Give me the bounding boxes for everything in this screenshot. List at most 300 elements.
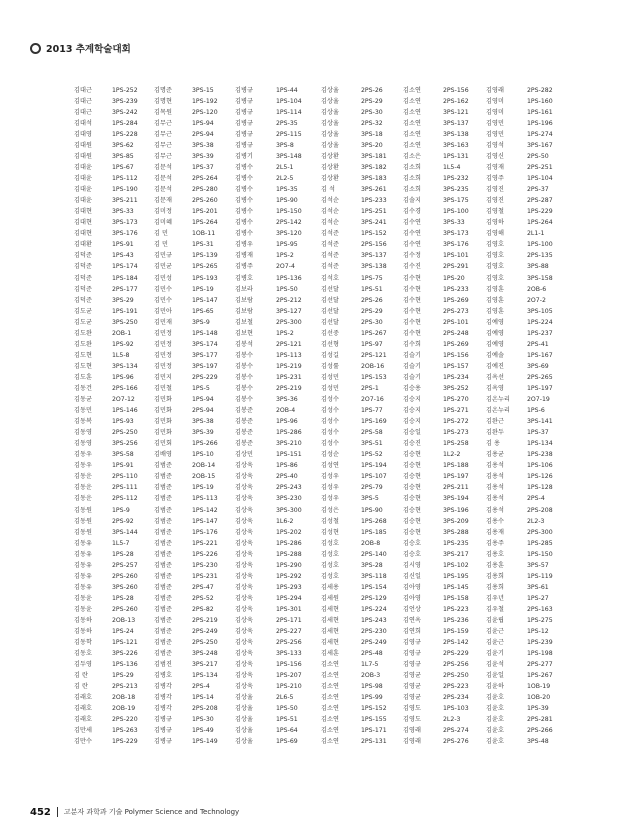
author-name: 김범준	[154, 594, 172, 602]
paper-code: 3PS-209	[443, 517, 469, 525]
paper-code: 1PS-148	[192, 329, 218, 337]
author-name: 김동원	[74, 528, 92, 536]
author-name: 김도균	[74, 307, 92, 315]
author-name: 김대영	[74, 130, 92, 138]
author-name: 김영해	[486, 230, 504, 238]
paper-code: 1PS-65	[192, 307, 214, 315]
paper-code: 1PS-28	[112, 594, 134, 602]
index-row	[74, 96, 614, 107]
paper-code: 1L7-5	[361, 661, 379, 669]
author-name: 김보라	[235, 285, 253, 293]
index-row	[74, 129, 614, 140]
paper-code: 2PS-26	[361, 296, 383, 304]
author-name: 김 란	[74, 672, 88, 680]
paper-code: 1PS-90	[276, 197, 298, 205]
paper-code: 1PS-235	[443, 539, 469, 547]
author-name: 김병수	[235, 208, 253, 216]
paper-code: 2O7-16	[361, 396, 384, 404]
author-name: 김범준	[154, 484, 172, 492]
paper-code: 2PS-47	[192, 583, 214, 591]
author-name: 김민지	[154, 373, 172, 381]
index-row	[74, 483, 614, 494]
author-name: 김영래	[486, 86, 504, 94]
author-name: 김병각	[154, 694, 172, 702]
author-name: 김도균	[74, 318, 92, 326]
author-name: 김연희	[403, 628, 421, 636]
paper-code: 3PS-163	[443, 141, 469, 149]
paper-code: 2PS-256	[276, 639, 302, 647]
paper-code: 3PS-158	[527, 274, 553, 282]
paper-code: 1PS-50	[276, 705, 298, 713]
paper-code: 1PS-229	[527, 208, 553, 216]
author-name: 김용재	[486, 528, 504, 536]
index-row	[74, 262, 614, 273]
paper-code: 2PS-249	[361, 639, 387, 647]
author-name: 김도완	[74, 329, 92, 337]
author-name: 김대윤	[74, 175, 92, 183]
paper-code: 3PS-183	[361, 175, 387, 183]
paper-code: 2PS-29	[361, 307, 383, 315]
paper-code: 1PS-29	[112, 672, 134, 680]
paper-code: 2PS-229	[192, 373, 218, 381]
author-name: 김용석	[486, 484, 504, 492]
author-name: 김영래	[403, 727, 421, 735]
paper-code: 3PS-256	[112, 440, 138, 448]
paper-code: 3PS-248	[192, 650, 218, 658]
paper-code: 2L2-3	[527, 517, 545, 525]
header-title: 2013 추계학술대회	[46, 44, 131, 55]
paper-code: 3PS-177	[192, 351, 218, 359]
author-name: 김영민	[486, 130, 504, 138]
paper-code: 1PS-286	[276, 429, 302, 437]
paper-code: 1PS-234	[443, 373, 469, 381]
index-row	[74, 682, 614, 693]
author-name: 김성현	[321, 528, 339, 536]
paper-code: 1PS-207	[276, 672, 302, 680]
paper-code: 2PS-300	[276, 318, 302, 326]
paper-code: 1PS-96	[112, 373, 134, 381]
paper-code: 3PS-38	[192, 418, 214, 426]
author-name: 김소연	[321, 716, 339, 724]
author-name: 김상율	[235, 705, 253, 713]
paper-code: 2PS-156	[361, 241, 387, 249]
paper-code: 1PS-112	[112, 175, 138, 183]
author-name: 김병재	[235, 252, 253, 260]
paper-code: 2PS-282	[527, 86, 553, 94]
author-name: 김만세	[74, 727, 92, 735]
author-name: 김동원	[74, 506, 92, 514]
paper-code: 1PS-263	[112, 727, 138, 735]
paper-code: 1PS-188	[443, 462, 469, 470]
paper-code: 3PS-8	[276, 141, 294, 149]
paper-code: 1PS-267	[527, 672, 553, 680]
paper-code: 1PS-31	[192, 241, 214, 249]
paper-code: 1PS-191	[112, 307, 138, 315]
author-name: 김봉석	[235, 340, 253, 348]
author-name: 김수경	[403, 208, 421, 216]
author-name: 김소연	[403, 97, 421, 105]
paper-code: 2PS-94	[192, 407, 214, 415]
paper-code: 3PS-138	[443, 130, 469, 138]
author-name: 김 민	[154, 230, 168, 238]
paper-code: 1PS-176	[192, 528, 218, 536]
author-name: 김영미	[486, 97, 504, 105]
author-name: 김소희	[403, 164, 421, 172]
author-name: 김무근	[154, 141, 172, 149]
paper-code: 1PS-267	[361, 329, 387, 337]
author-name: 김소연	[403, 119, 421, 127]
paper-code: 2PS-300	[527, 528, 553, 536]
author-name: 김상욱	[235, 628, 253, 636]
author-name: 김동하	[74, 628, 92, 636]
paper-code: 2PS-32	[361, 119, 383, 127]
author-name: 김영규	[403, 661, 421, 669]
author-name: 김윤호	[486, 694, 504, 702]
paper-code: 3PS-217	[192, 661, 218, 669]
paper-code: 3PS-250	[112, 318, 138, 326]
index-row	[74, 494, 614, 505]
paper-code: 1PS-264	[192, 219, 218, 227]
author-name: 김상율	[235, 738, 253, 746]
paper-code: 1PS-293	[276, 583, 302, 591]
paper-code: 1PS-270	[443, 396, 469, 404]
index-row	[74, 615, 614, 626]
author-name: 김 란	[74, 683, 88, 691]
paper-code: 2OB-1	[112, 329, 132, 337]
author-name: 김영석	[486, 141, 504, 149]
paper-code: 1PS-290	[276, 561, 302, 569]
paper-code: 2PS-30	[361, 318, 383, 326]
paper-code: 1PS-150	[527, 550, 553, 558]
author-name: 김문석	[154, 164, 172, 172]
paper-code: 1PS-5	[192, 384, 210, 392]
author-name: 김소연	[321, 672, 339, 680]
paper-code: 2OB-16	[361, 362, 385, 370]
paper-code: 3PS-69	[527, 362, 549, 370]
paper-code: 1PS-159	[443, 628, 469, 636]
author-name: 김세현	[321, 639, 339, 647]
paper-code: 1PS-28	[112, 550, 134, 558]
index-row	[74, 295, 614, 306]
author-name: 김상욱	[235, 550, 253, 558]
author-name: 김봉수	[235, 396, 253, 404]
index-row	[74, 427, 614, 438]
author-name: 김도훈	[74, 373, 92, 381]
author-name: 김소연	[321, 738, 339, 746]
author-name: 김상욱	[235, 583, 253, 591]
author-name: 김수현	[403, 274, 421, 282]
author-name: 김범준	[154, 528, 172, 536]
paper-code: 1PS-114	[276, 108, 302, 116]
paper-code: 1PS-239	[527, 639, 553, 647]
author-name: 김상욱	[235, 506, 253, 514]
paper-code: 1PS-126	[527, 473, 553, 481]
author-name: 김상욱	[235, 484, 253, 492]
paper-code: 1PS-193	[192, 274, 218, 282]
author-name: 김승현	[403, 473, 421, 481]
author-name: 김민화	[154, 418, 172, 426]
paper-code: 2PS-208	[527, 506, 553, 514]
paper-code: 2PS-280	[192, 186, 218, 194]
index-row	[74, 604, 614, 615]
paper-code: 2PS-223	[443, 683, 469, 691]
author-name: 김옥선	[486, 373, 504, 381]
author-name: 김상욱	[235, 462, 253, 470]
paper-code: 2PS-111	[112, 484, 138, 492]
paper-code: 1PS-219	[276, 362, 302, 370]
index-row	[74, 184, 614, 195]
paper-code: 1L5-7	[112, 539, 130, 547]
paper-code: 1PS-271	[443, 407, 469, 415]
author-name: 김병호	[235, 274, 253, 282]
author-name: 김병수	[235, 197, 253, 205]
index-row	[74, 516, 614, 527]
author-name: 김민철	[154, 384, 172, 392]
author-name: 김세현	[321, 605, 339, 613]
author-name: 김동운	[74, 495, 92, 503]
paper-code: 2PS-265	[527, 373, 553, 381]
author-name: 김상욱	[235, 539, 253, 547]
paper-code: 2PS-94	[192, 130, 214, 138]
author-name: 김배영	[154, 451, 172, 459]
author-name: 김대윤	[74, 164, 92, 172]
paper-code: 3PS-144	[112, 528, 138, 536]
author-name: 김동유	[74, 572, 92, 580]
paper-code: 2PS-162	[443, 97, 469, 105]
paper-code: 2OB-6	[527, 285, 547, 293]
author-name: 김상욱	[235, 650, 253, 658]
paper-code: 2PS-4	[192, 683, 210, 691]
paper-code: 1PS-274	[527, 130, 553, 138]
paper-code: 2PS-135	[527, 252, 553, 260]
paper-code: 1PS-69	[276, 738, 298, 746]
author-name: 김석준	[321, 230, 339, 238]
index-row	[74, 560, 614, 571]
paper-code: 3PS-33	[112, 208, 134, 216]
index-row	[74, 173, 614, 184]
author-name: 김영민	[486, 119, 504, 127]
paper-code: 1PS-2	[276, 329, 294, 337]
author-name: 김상율	[235, 716, 253, 724]
author-name: 김병기	[235, 153, 253, 160]
paper-code: 1PS-91	[112, 462, 134, 470]
author-name: 김병규	[154, 738, 172, 746]
author-name: 김수현	[403, 329, 421, 337]
paper-code: 1PS-288	[276, 550, 302, 558]
paper-code: 2PS-211	[443, 484, 469, 492]
author-name: 김대현	[74, 208, 92, 216]
author-name: 김승지	[403, 407, 421, 415]
paper-code: 2PS-37	[527, 186, 549, 194]
paper-code: 1PS-231	[276, 373, 302, 381]
paper-code: 2PS-52	[192, 594, 214, 602]
author-name: 김상욱	[235, 561, 253, 569]
paper-code: 3PS-15	[192, 86, 214, 94]
paper-code: 1PS-275	[527, 616, 553, 624]
author-name: 김봉수	[235, 384, 253, 392]
author-name: 김상욱	[235, 473, 253, 481]
paper-code: 1PS-154	[361, 583, 387, 591]
author-name: 김완근	[486, 418, 504, 426]
paper-code: 1PS-233	[361, 197, 387, 205]
paper-code: 1PS-231	[192, 572, 218, 580]
author-name: 김영신	[486, 153, 504, 160]
paper-code: 1PS-52	[361, 451, 383, 459]
paper-code: 2PS-260	[112, 605, 138, 613]
paper-code: 2OB-19	[112, 705, 136, 713]
author-name: 김용석	[486, 506, 504, 514]
paper-code: 2PS-58	[361, 429, 383, 437]
index-row	[74, 461, 614, 472]
author-name: 김세용	[321, 583, 339, 591]
author-name: 김수연	[403, 219, 421, 227]
author-name: 김동하	[74, 616, 92, 624]
paper-code: 1PS-230	[192, 561, 218, 569]
author-name: 김아영	[403, 583, 421, 591]
author-name: 김상욱	[235, 495, 253, 503]
index-row	[74, 328, 614, 339]
author-name: 김성수	[321, 440, 339, 448]
author-name: 김슬기	[403, 362, 421, 370]
paper-code: 2PS-220	[112, 716, 138, 724]
author-name: 김영균	[403, 694, 421, 702]
paper-code: 1PS-286	[276, 539, 302, 547]
paper-code: 1PS-221	[192, 539, 218, 547]
author-name: 김영래	[403, 738, 421, 746]
paper-code: 2PS-277	[527, 661, 553, 669]
paper-code: 1PS-153	[361, 373, 387, 381]
index-row	[74, 737, 614, 748]
author-name: 김래호	[74, 705, 92, 713]
author-name: 김상욱	[235, 528, 253, 536]
author-name: 김문석	[154, 186, 172, 194]
author-name: 김영미	[486, 108, 504, 116]
paper-code: 3PS-173	[443, 230, 469, 238]
author-name: 김윤호	[486, 727, 504, 735]
author-name: 김봉수	[235, 351, 253, 359]
author-name: 김병규	[235, 97, 253, 105]
index-row	[74, 85, 614, 96]
paper-code: 2PS-248	[443, 329, 469, 337]
paper-code: 1PS-37	[527, 429, 549, 437]
index-row	[74, 361, 614, 372]
paper-code: 3PS-167	[527, 141, 553, 149]
author-name: 김성우	[321, 484, 339, 492]
author-name: 김언상	[403, 605, 421, 613]
paper-code: 2PS-101	[443, 318, 469, 326]
author-name: 김영훈	[486, 296, 504, 304]
author-name: 김병수	[235, 230, 253, 238]
paper-code: 2L6-5	[276, 694, 294, 702]
paper-code: 2PS-219	[276, 384, 302, 392]
author-name: 김소희	[403, 175, 421, 183]
author-name: 김수정	[403, 252, 421, 260]
author-name: 김용호	[486, 550, 504, 558]
author-name: 김상욱	[235, 672, 253, 680]
paper-code: 1PS-98	[361, 683, 383, 691]
author-name: 김윤호	[486, 705, 504, 713]
author-name: 김수현	[403, 285, 421, 293]
paper-code: 3PS-260	[112, 583, 138, 591]
author-name: 김영하	[486, 219, 504, 227]
author-name: 김명준	[154, 86, 172, 94]
paper-code: 1PS-6	[527, 407, 545, 415]
author-name: 김범준	[154, 473, 172, 481]
paper-code: 1PS-131	[443, 153, 469, 160]
paper-code: 2PS-256	[443, 661, 469, 669]
paper-code: 1PS-20	[443, 274, 465, 282]
index-row	[74, 472, 614, 483]
author-name: 김성률	[321, 362, 339, 370]
paper-code: 1PS-147	[192, 296, 218, 304]
author-name: 김승지	[403, 418, 421, 426]
paper-code: 1PS-265	[192, 263, 218, 271]
paper-code: 1PS-269	[443, 296, 469, 304]
paper-code: 1PS-136	[112, 661, 138, 669]
paper-code: 3PS-239	[112, 97, 138, 105]
paper-code: 1PS-19	[192, 285, 214, 293]
paper-code: 1PS-128	[527, 484, 553, 492]
author-name: 김소연	[403, 86, 421, 94]
paper-code: 2PS-177	[112, 285, 138, 293]
paper-code: 1PS-236	[443, 616, 469, 624]
author-name: 김영호	[486, 241, 504, 249]
paper-code: 1PS-196	[527, 119, 553, 127]
paper-code: 1PS-30	[192, 716, 214, 724]
index-row	[74, 162, 614, 173]
author-name: 김선달	[321, 296, 339, 304]
author-name: 김슬기	[403, 351, 421, 359]
paper-code: 1PS-252	[112, 86, 138, 94]
paper-code: 1OB-19	[527, 683, 551, 691]
paper-code: 1PS-139	[192, 252, 218, 260]
author-name: 김성은	[321, 506, 339, 514]
paper-code: 2PS-82	[192, 605, 214, 613]
paper-code: 3PS-176	[443, 241, 469, 249]
author-name: 김동학	[74, 639, 92, 647]
paper-code: 2PS-251	[527, 164, 553, 172]
paper-code: 3PS-241	[361, 219, 387, 227]
author-name: 김용석	[486, 495, 504, 503]
author-name: 김영훈	[486, 285, 504, 293]
paper-code: 3PS-141	[527, 418, 553, 426]
paper-code: 3PS-181	[361, 153, 387, 160]
index-row	[74, 273, 614, 284]
author-name: 김윤호	[486, 738, 504, 746]
author-name: 김병규	[235, 86, 253, 94]
author-name: 김상욱	[235, 661, 253, 669]
author-name: 김도현	[74, 362, 92, 370]
paper-code: 2PS-257	[112, 561, 138, 569]
paper-code: 1PS-210	[276, 683, 302, 691]
author-name: 김동원	[74, 517, 92, 525]
author-name: 김동윤	[74, 594, 92, 602]
paper-code: 2PS-243	[276, 484, 302, 492]
paper-code: 3PS-138	[361, 263, 387, 271]
author-name: 김병규	[154, 727, 172, 735]
paper-code: 1PS-92	[112, 340, 134, 348]
author-name: 김시영	[403, 561, 421, 569]
paper-code: 1PS-104	[527, 175, 553, 183]
paper-code: 2PS-249	[192, 628, 218, 636]
author-name: 김목원	[154, 108, 172, 116]
author-name: 김상율	[321, 119, 339, 127]
paper-code: 1PS-100	[527, 241, 553, 249]
author-name: 김석호	[321, 274, 339, 282]
index-row	[74, 538, 614, 549]
paper-code: 2PS-112	[112, 495, 138, 503]
author-name: 김선달	[321, 318, 339, 326]
